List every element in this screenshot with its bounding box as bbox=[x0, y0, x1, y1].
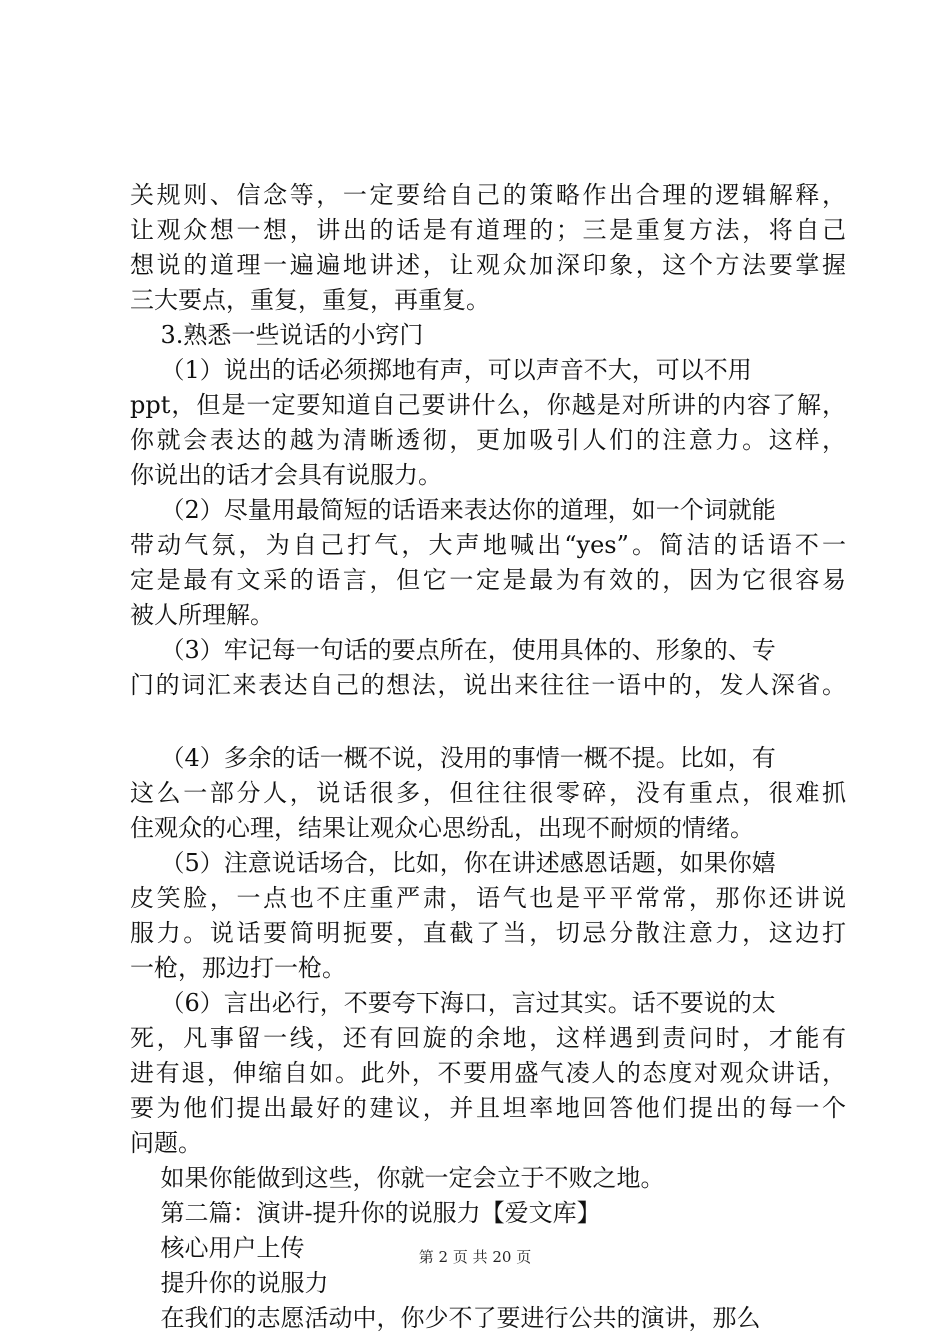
text-line: （1）说出的话必须掷地有声，可以声音不大，可以不用 bbox=[130, 356, 752, 384]
text-line: （2）尽量用最简短的话语来表达你的道理，如一个词就能 bbox=[130, 496, 776, 524]
text-line: 第二篇：演讲-提升你的说服力【爱文库】 bbox=[130, 1199, 601, 1227]
blank-line bbox=[130, 703, 846, 741]
document-body bbox=[130, 178, 846, 1336]
text-line: 一枪，那边打一枪。 bbox=[130, 954, 346, 982]
text-line: （3）牢记每一句话的要点所在，使用具体的、形象的、专 bbox=[130, 636, 776, 664]
text-line: 问题。 bbox=[130, 1129, 202, 1157]
text-line: 三大要点，重复，重复，再重复。 bbox=[130, 286, 490, 314]
text-line: 住观众的心理，结果让观众心思纷乱，出现不耐烦的情绪。 bbox=[130, 814, 754, 842]
text-line: （4）多余的话一概不说，没用的事情一概不提。比如，有 bbox=[130, 744, 776, 772]
text-line: 门的词汇来表达自己的想法，说出来往往一语中的，发人深省。 bbox=[130, 671, 846, 699]
text-line: 带动气氛，为自己打气，大声地喊出“yes”。简洁的话语不一 bbox=[130, 531, 846, 559]
text-line: （5）注意说话场合，比如，你在讲述感恩话题，如果你嬉 bbox=[130, 849, 776, 877]
text-line: 如果你能做到这些，你就一定会立于不败之地。 bbox=[130, 1164, 665, 1192]
text-line: 被人所理解。 bbox=[130, 601, 274, 629]
text-line: 服力。说话要简明扼要，直截了当，切忌分散注意力，这边打 bbox=[130, 919, 846, 947]
text-line: 皮笑脸，一点也不庄重严肃，语气也是平平常常，那你还讲说 bbox=[130, 884, 846, 912]
text-line: 这么一部分人，说话很多，但往往很零碎，没有重点，很难抓 bbox=[130, 779, 846, 807]
text-line: （6）言出必行，不要夸下海口，言过其实。话不要说的太 bbox=[130, 989, 776, 1017]
text-line: 你就会表达的越为清晰透彻，更加吸引人们的注意力。这样， bbox=[130, 426, 846, 454]
text-line: 关规则、信念等，一定要给自己的策略作出合理的逻辑解释， bbox=[130, 181, 846, 209]
text-line: 在我们的志愿活动中，你少不了要进行公共的演讲，那么 bbox=[130, 1304, 761, 1332]
text-line: 要为他们提出最好的建议，并且坦率地回答他们提出的每一个 bbox=[130, 1094, 846, 1122]
text-line: ppt，但是一定要知道自己要讲什么，你越是对所讲的内容了解， bbox=[130, 391, 846, 419]
text-line: 定是最有文采的语言，但它一定是最为有效的，因为它很容易 bbox=[130, 566, 846, 594]
text-line: 你说出的话才会具有说服力。 bbox=[130, 461, 442, 489]
text-line: 让观众想一想，讲出的话是有道理的；三是重复方法，将自己 bbox=[130, 216, 846, 244]
text-line: 进有退，伸缩自如。此外，不要用盛气凌人的态度对观众讲话， bbox=[130, 1059, 846, 1087]
text-line: 死，凡事留一线，还有回旋的余地，这样遇到责问时，才能有 bbox=[130, 1024, 846, 1052]
text-line: 提升你的说服力 bbox=[130, 1269, 329, 1297]
text-line: 想说的道理一遍遍地讲述，让观众加深印象，这个方法要掌握 bbox=[130, 251, 846, 279]
page-footer: 第 2 页 共 20 页 bbox=[418, 1248, 532, 1266]
text-line: 核心用户上传 bbox=[130, 1234, 305, 1262]
text-line: 3.熟悉一些说话的小窍门 bbox=[130, 321, 424, 349]
